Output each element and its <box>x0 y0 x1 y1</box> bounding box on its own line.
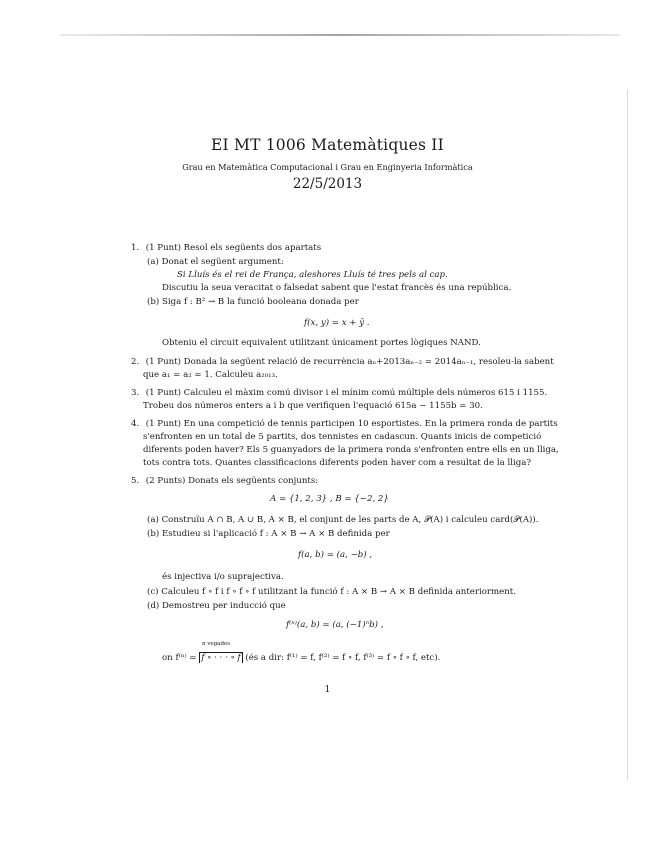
q1-number: 1. <box>131 243 140 253</box>
q2-text1: (1 Punt) Donada la següent relació de recurrència aₙ+2013aₙ₋₂ = 2014aₙ₋₁, resoleu-la sabent <box>145 357 554 367</box>
q5d-definition <box>162 652 440 664</box>
q5d-text: Demostreu per inducció que <box>161 601 286 611</box>
q1b-text: Siga f : B² → B la funció booleana donada per <box>161 297 359 307</box>
q3-line1 <box>131 388 547 399</box>
q1a-line <box>147 257 284 268</box>
page-number: 1 <box>324 685 331 695</box>
q5a-line <box>147 515 539 526</box>
q5c-line <box>147 587 516 598</box>
q4-number: 4. <box>131 419 140 429</box>
q3-number: 3. <box>131 388 140 398</box>
q1a-quote: Si Lluís és el rei de França, aleshores Lluís té tres pels al cap. <box>177 270 448 280</box>
q3-text1: (1 Punt) Calculeu el màxim comú divisor i el mínim comú múltiple dels números 615 i 1155. <box>145 388 548 398</box>
q4-text1: (1 Punt) En una competició de tennis participen 10 esportistes. En la primera ronda de partits <box>145 419 558 429</box>
q5a-label: (a) <box>147 515 159 525</box>
q5-sets: A = {1, 2, 3} , B = {−2, 2} <box>270 494 389 504</box>
exam-subtitle: Grau en Matemàtica Computacional i Grau en Enginyeria Informàtica <box>182 162 473 172</box>
q5d-rest: (és a dir: f⁽¹⁾ = f, f⁽²⁾ = f ∘ f, f⁽³⁾ = f ∘ f ∘ f, etc). <box>245 653 441 663</box>
q5-number: 5. <box>131 476 140 486</box>
q4-line4: tots contra tots. Quantes classificacions diferents poden haver com a resultat de la lliga? <box>143 458 531 468</box>
q5a-text: Construïu A ∩ B, A ∪ B, A × B, el conjunt de les parts de A, 𝒫(A) i calculeu card(𝒫(A)). <box>161 515 539 525</box>
q5-text: (2 Punts) Donats els següents conjunts: <box>145 476 319 486</box>
q1-text: (1 Punt) Resol els següents dos apartats <box>145 243 322 253</box>
q2-number: 2. <box>131 357 140 367</box>
q1b-text2: Obteniu el circuit equivalent utilitzant únicament portes lògiques NAND. <box>162 338 481 348</box>
q2-line1 <box>131 357 554 368</box>
q5d-label: (d) <box>147 601 160 611</box>
q1a-text: Donat el següent argument: <box>161 257 284 267</box>
q1b-label: (b) <box>147 297 160 307</box>
q5d-overbrace: f ∘ · · · ∘ f <box>201 653 241 663</box>
q5d-formula: f⁽ⁿ⁾(a, b) = (a, (−1)ⁿb) , <box>286 620 384 630</box>
exam-title: EI MT 1006 Matemàtiques II <box>211 136 444 154</box>
q5c-text: Calculeu f ∘ f i f ∘ f ∘ f utilitzant la funció f : A × B → A × B definida anteriorment. <box>161 587 516 597</box>
q5b-text2: és injectiva i/o suprajectiva. <box>162 572 284 582</box>
q5b-text: Estudieu si l'aplicació f : A × B → A × B definida per <box>161 529 390 539</box>
q3-line2: Trobeu dos números enters a i b que verifiquen l'equació 615a − 1155b = 30. <box>143 401 483 411</box>
q2-line2: que a₁ = a₂ = 1. Calculeu a₂₀₁₃. <box>143 370 278 380</box>
q5d-on: on f⁽ⁿ⁾ = <box>162 653 197 663</box>
q5-heading <box>131 476 318 487</box>
q4-line2: s'enfronten en un total de 5 partits, dos tennistes en cadascun. Quants inicis de competició <box>143 432 542 442</box>
q5b-label: (b) <box>147 529 160 539</box>
q5b-formula: f(a, b) = (a, −b) , <box>298 550 373 560</box>
q1a-label: (a) <box>147 257 159 267</box>
q5d-brace-label: n vegades <box>202 641 231 647</box>
q5c-label: (c) <box>147 587 159 597</box>
q1b-line <box>147 297 359 308</box>
q1-heading <box>131 243 321 254</box>
q1b-formula: f(x, y) = x + ȳ . <box>304 318 370 328</box>
q1a-text2: Discutiu la seua veracitat o falsedat sabent que l'estat francès és una república. <box>162 283 512 293</box>
q4-line1 <box>131 419 558 430</box>
q5d-line <box>147 601 286 612</box>
q5b-line <box>147 529 390 540</box>
exam-date: 22/5/2013 <box>292 176 363 192</box>
q4-line3: diferents poden haver? Els 5 guanyadors de la primera ronda s'enfronten entre ells en un lliga, <box>143 445 559 455</box>
